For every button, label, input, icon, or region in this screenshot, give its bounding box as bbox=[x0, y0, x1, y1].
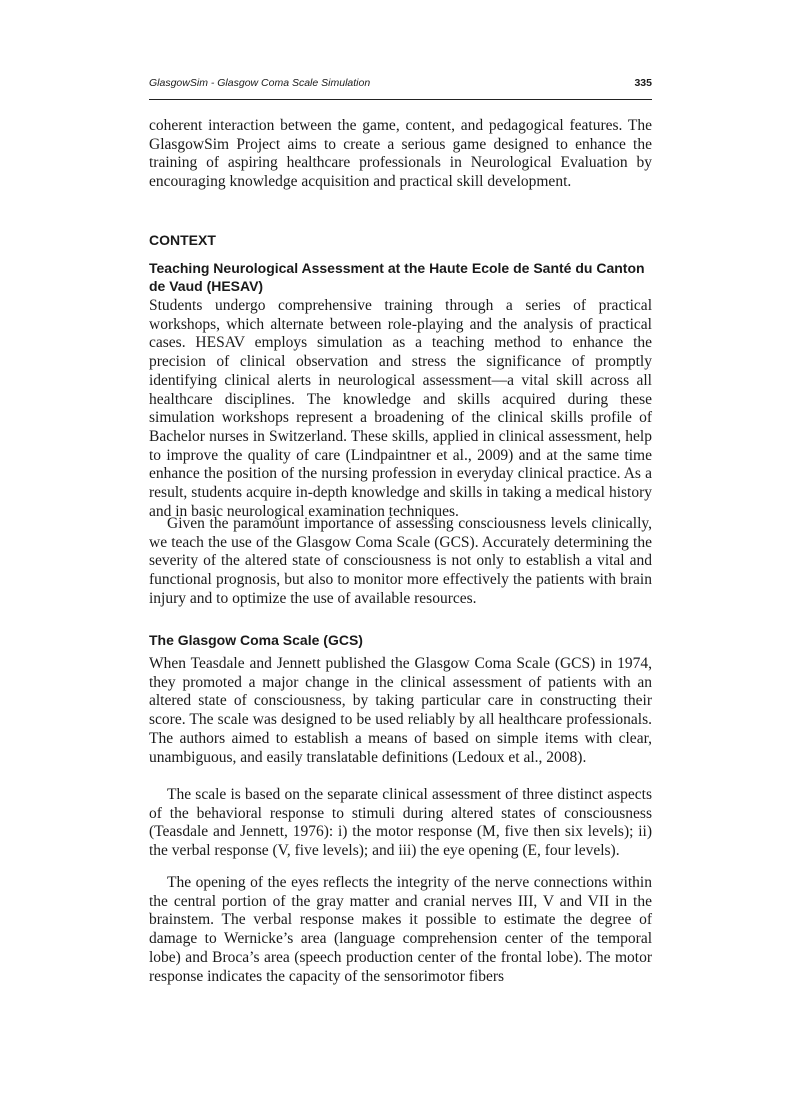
section-heading: CONTEXT bbox=[149, 232, 216, 248]
running-title: GlasgowSim - Glasgow Coma Scale Simulation bbox=[149, 77, 371, 89]
paragraph-gcs-3: The opening of the eyes reflects the integrity of the nerve connections within the central portion of the gray matter and cranial nerves III, V and VII in the brainstem. The verbal response makes it possible to estimate the degree of damage to Wernicke’s area (language comprehension center of the temporal lobe) and Broca’s area (speech production center of the frontal lobe). The motor response indicates the capacity of the sensorimotor fibers bbox=[149, 874, 652, 985]
header-rule bbox=[149, 99, 652, 100]
page-number: 335 bbox=[634, 77, 652, 89]
paragraph-gcs-1: When Teasdale and Jennett published the Glasgow Coma Scale (GCS) in 1974, they promoted a major change in the clinical assessment of patients with an altered state of consciousness, by taking particular care in constructing their score. The scale was designed to be used reliably by all healthcare professionals. The authors aimed to establish a means of based on simple items with clear, unambiguous, and easily translatable definitions (Ledoux et al., 2008). bbox=[149, 655, 652, 766]
intro-paragraph: coherent interaction between the game, content, and pedagogical features. The GlasgowSim Project aims to create a serious game designed to enhance the training of aspiring healthcare professionals in Neurological Evaluation by encouraging knowledge acquisition and practical skill development. bbox=[149, 117, 652, 191]
running-header bbox=[149, 77, 652, 91]
paragraph-hesav-1: Students undergo comprehensive training through a series of practical workshops, which alternate between role-playing and the analysis of practical cases. HESAV employs simulation as a teaching method to enhance the precision of clinical observation and stress the significance of promptly identifying clinical alerts in neurological assessment—a vital skill across all healthcare disciplines. The knowledge and skills acquired during these simulation workshops represent a broadening of the clinical skills profile of Bachelor nurses in Switzerland. These skills, applied in clinical assessment, help to improve the quality of care (Lindpaintner et al., 2009) and at the same time enhance the position of the nursing profession in everyday clinical practice. As a result, students acquire in-depth knowledge and skills in taking a medical history and in basic neurological examination techniques. bbox=[149, 297, 652, 520]
subsection-heading-hesav: Teaching Neurological Assessment at the Haute Ecole de Santé du Canton de Vaud (HESAV) bbox=[149, 260, 645, 294]
paragraph-hesav-2: Given the paramount importance of assessing consciousness levels clinically, we teach the use of the Glasgow Coma Scale (GCS). Accurately determining the severity of the altered state of consciousness is not only to establish a vital and functional prognosis, but also to monitor more effectively the patients with brain injury and to optimize the use of available resources. bbox=[149, 515, 652, 607]
subsection-heading-gcs: The Glasgow Coma Scale (GCS) bbox=[149, 632, 363, 648]
paragraph-gcs-2: The scale is based on the separate clinical assessment of three distinct aspects of the behavioral response to stimuli during altered states of consciousness (Teasdale and Jennett, 1976): i) the motor response (M, five then six levels); ii) the verbal response (V, five levels); and iii) the eye opening (E, four levels). bbox=[149, 786, 652, 860]
